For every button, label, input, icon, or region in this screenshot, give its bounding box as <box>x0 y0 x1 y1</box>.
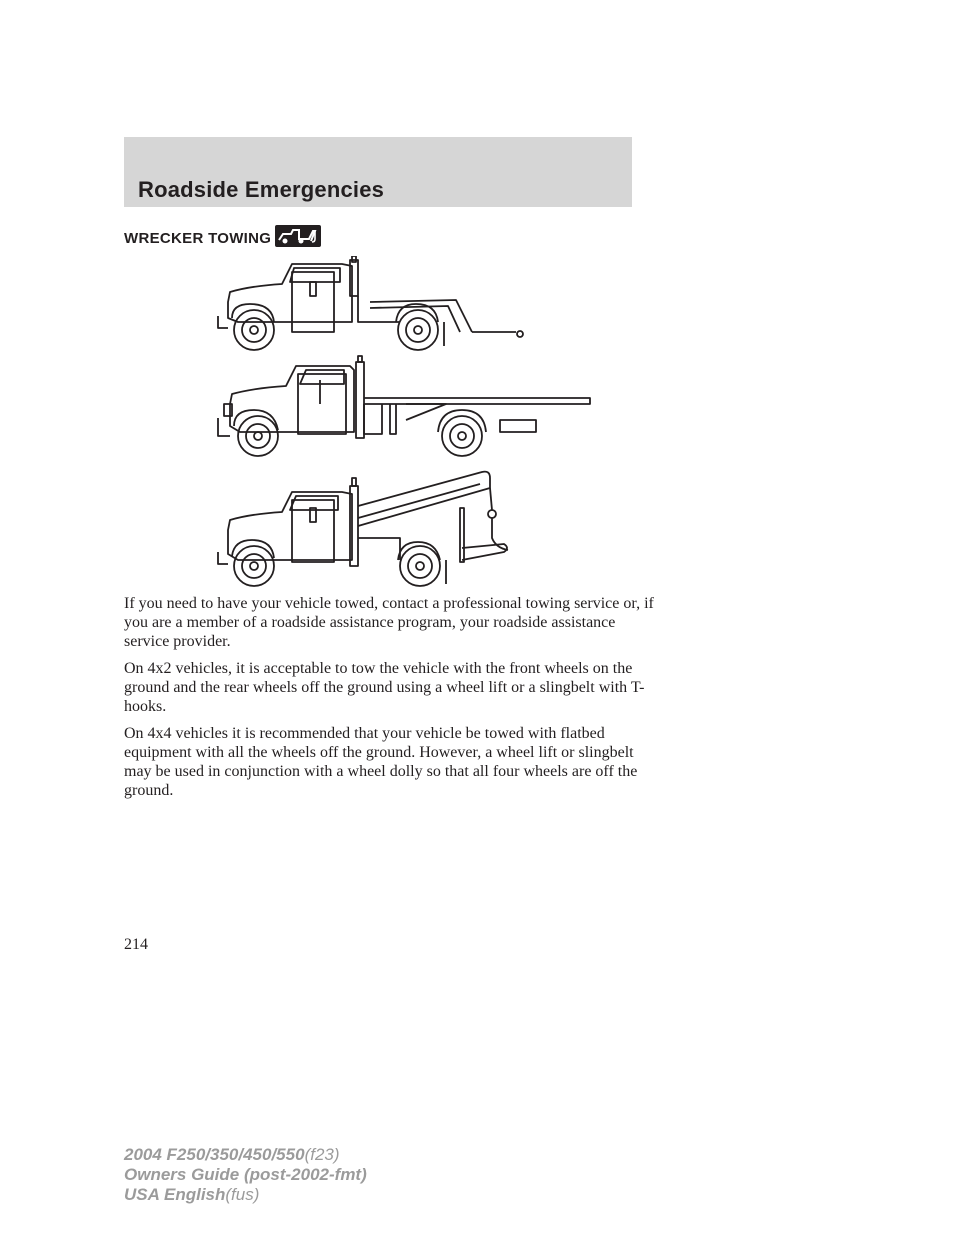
flatbed-truck-drawing <box>218 356 590 456</box>
paragraph-towing-service: If you need to have your vehicle towed, contact a professional towing service or, if you are a member of a roadside assistance program, your roadside assistance service provider. <box>124 595 654 650</box>
footer <box>124 1145 367 1205</box>
wheel-lift-truck-drawing <box>218 256 523 350</box>
tow-truck-icon <box>275 225 321 247</box>
paragraph-4x4-towing: On 4x4 vehicles it is recommended that your vehicle be towed with flatbed equipment with all the wheels off the ground. However, a wheel lift or slingbelt may be used in conjunction with a wheel dolly so that all four wheels are off the ground. <box>124 725 638 799</box>
footer-line-guide: Owners Guide (post-2002-fmt) <box>124 1165 367 1184</box>
body-text <box>124 594 664 808</box>
section-heading-text: WRECKER TOWING <box>124 229 272 247</box>
footer-line-language: USA English(fus) <box>124 1185 260 1204</box>
tow-trucks-illustration <box>210 256 600 592</box>
boom-wrecker-truck-drawing <box>218 472 508 586</box>
footer-line-model: 2004 F250/350/450/550(f23) <box>124 1145 340 1164</box>
paragraph-4x2-towing: On 4x2 vehicles, it is acceptable to tow the vehicle with the front wheels on the ground and the rear wheels off the ground using a wheel lift or a slingbelt with T-hooks. <box>124 660 645 715</box>
section-heading <box>124 227 321 249</box>
page-number: 214 <box>124 936 148 953</box>
page-title: Roadside Emergencies <box>138 177 385 202</box>
